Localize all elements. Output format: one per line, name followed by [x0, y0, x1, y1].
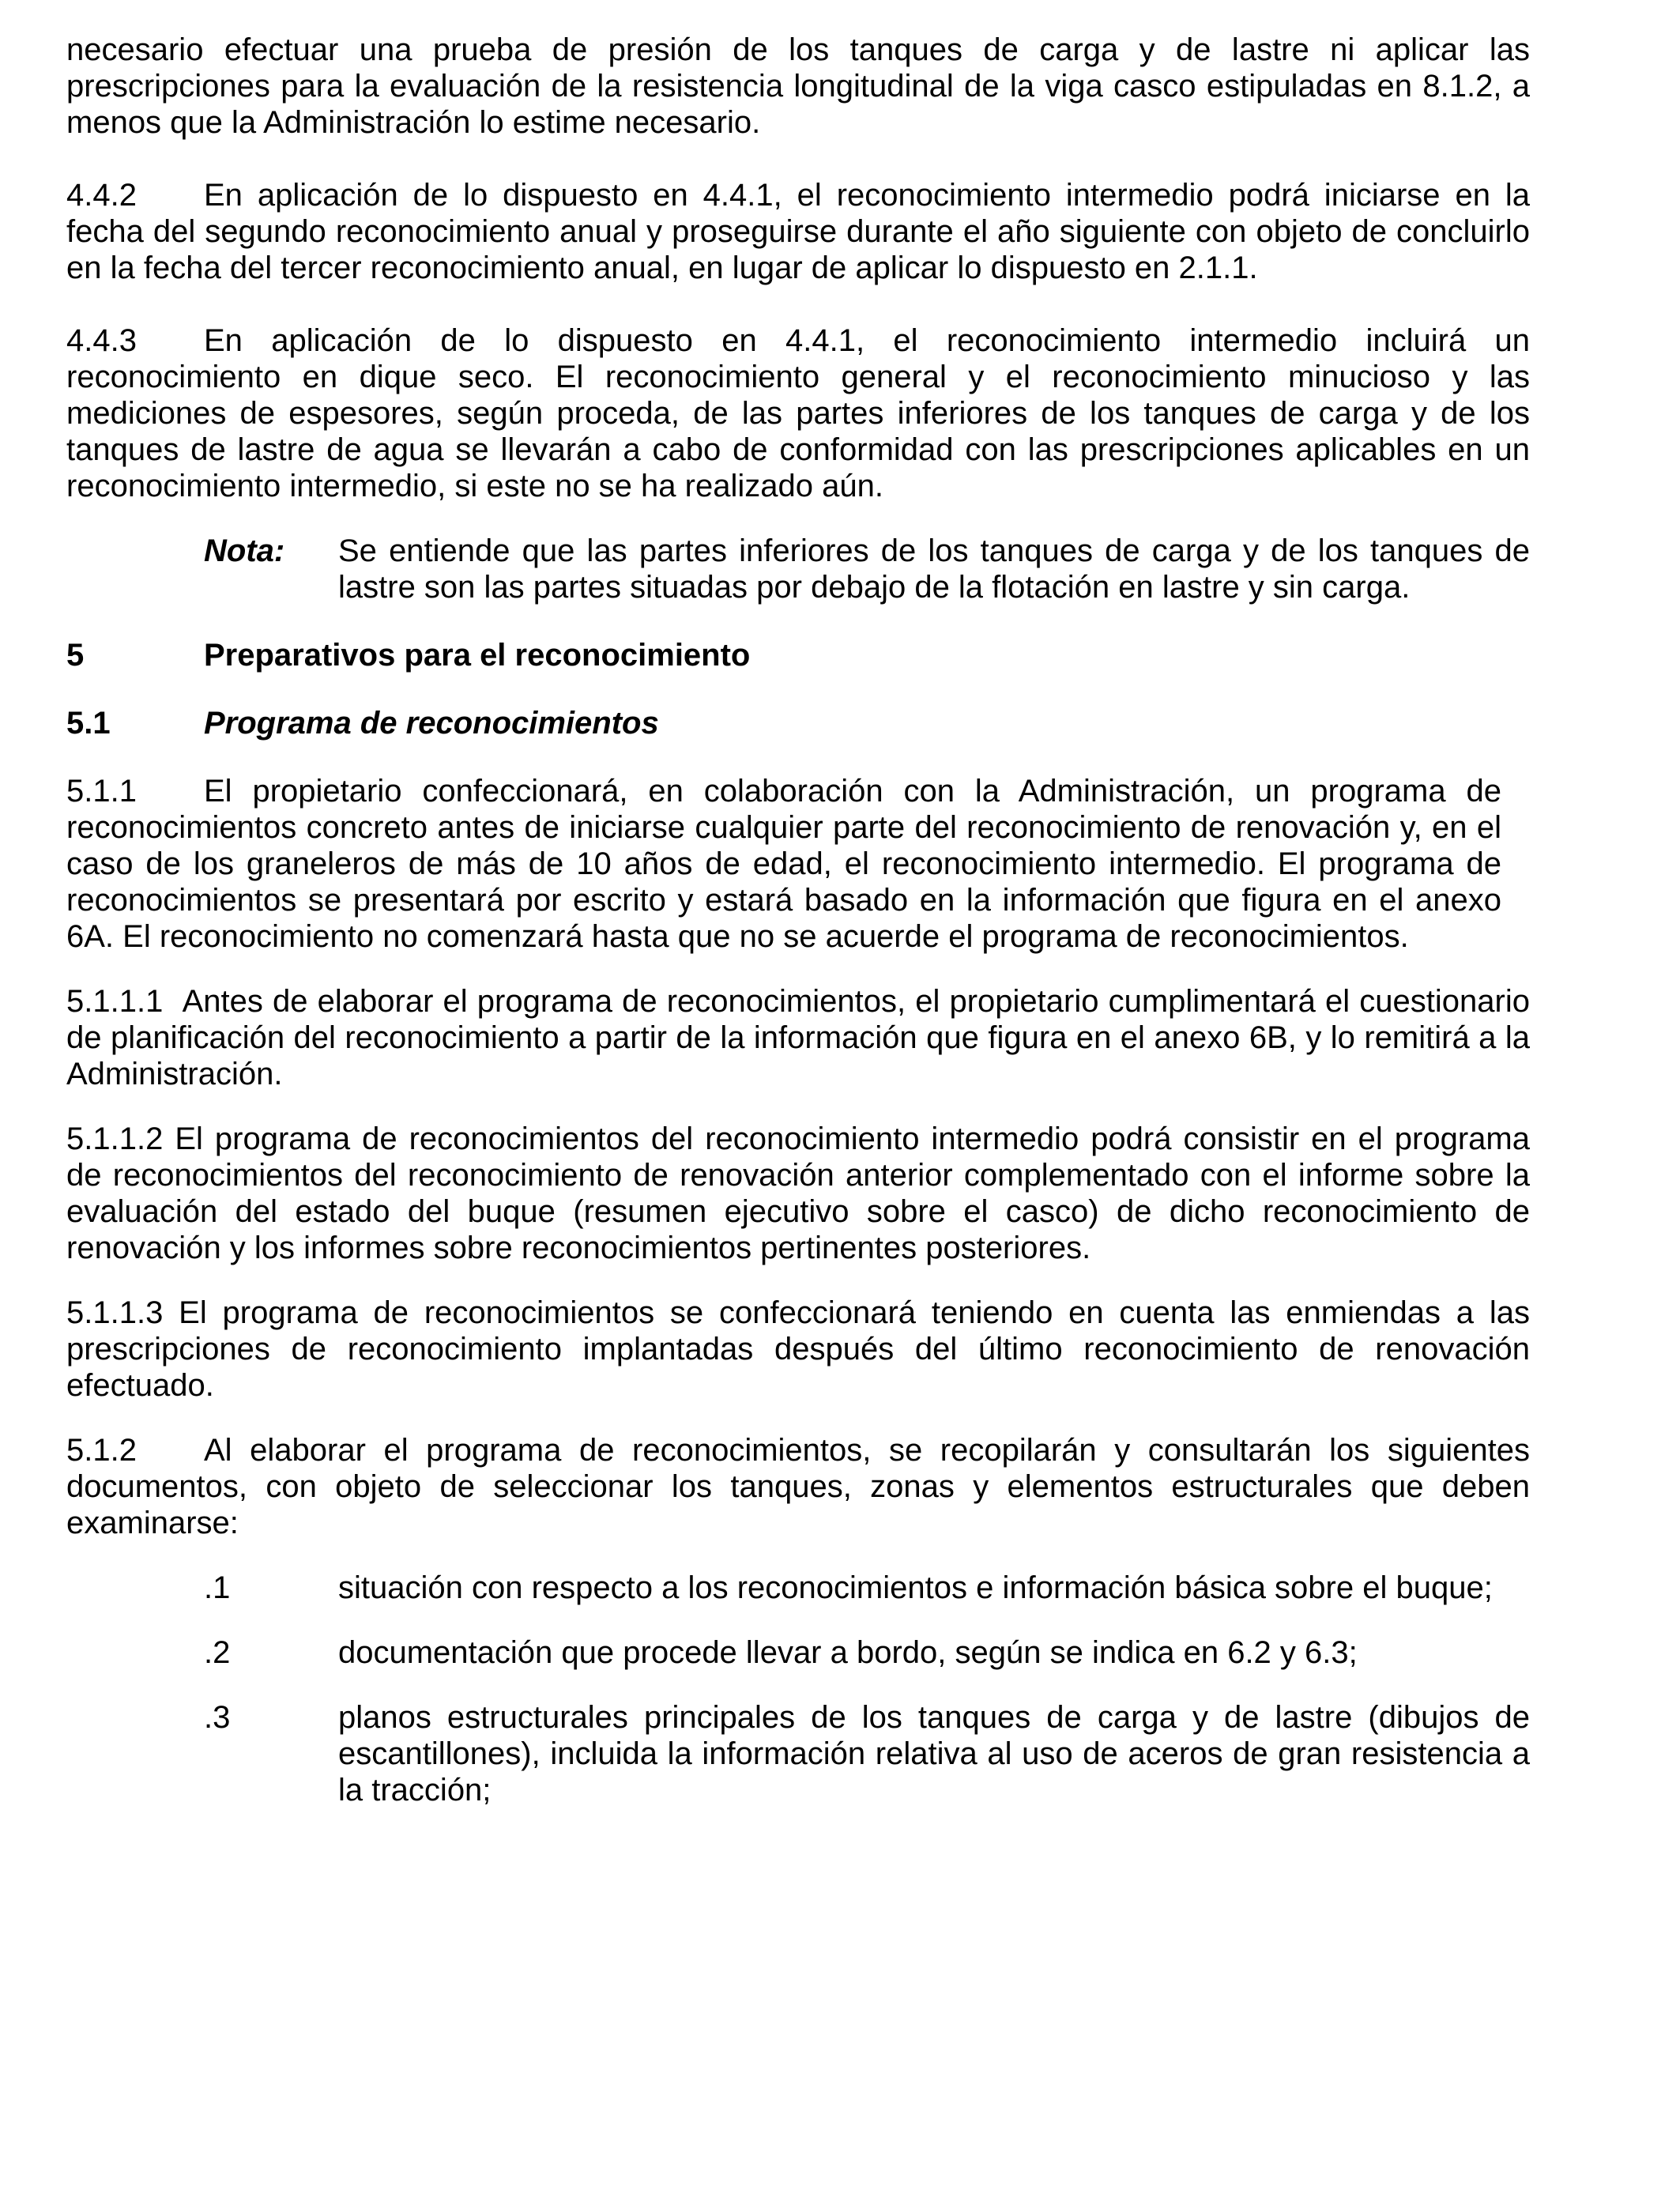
list-item: [204, 1699, 1530, 1808]
paragraph-text: necesario efectuar una prueba de presión de los tanques de carga y de lastre ni aplicar las prescripciones para la evaluación de la resistencia longitudinal de la viga casco estipuladas en 8.1.2, a menos que la Administración lo estime necesario.: [66, 32, 1530, 140]
list-item: [204, 1570, 1530, 1606]
paragraph-5-1-1-3: [66, 1295, 1530, 1404]
paragraph-number: 4.4.3: [66, 323, 137, 358]
list-item-number: .3: [204, 1700, 231, 1735]
paragraph-text: En aplicación de lo dispuesto en 4.4.1, el reconocimiento intermedio podrá iniciarse en la fecha del segundo reconocimiento anual y proseguirse durante el año siguiente con objeto de concluirlo en la fecha del tercer reconocimiento anual, en lugar de aplicar lo dispuesto en 2.1.1.: [66, 178, 1530, 285]
paragraph-5-1-2: [66, 1432, 1530, 1541]
paragraph-text: El programa de reconocimientos se confeccionará teniendo en cuenta las enmiendas a las prescripciones de reconocimiento implantadas después del último reconocimiento de renovación efectuado.: [66, 1295, 1530, 1403]
paragraph-text: En aplicación de lo dispuesto en 4.4.1, el reconocimiento intermedio incluirá un reconocimiento en dique seco. El reconocimiento general y el reconocimiento minucioso y las mediciones de espesores, según proceda, de las partes inferiores de los tanques de carga y de los tanques de lastre de agua se llevarán a cabo de conformidad con las prescripciones aplicables en un reconocimiento intermedio, si este no se ha realizado aún.: [66, 323, 1530, 503]
paragraph-text: El programa de reconocimientos del reconocimiento intermedio podrá consistir en el programa de reconocimientos del reconocimiento de renovación anterior complementado con el informe sobre la evaluación del estado del buque (resumen ejecutivo sobre el casco) de dicho reconocimiento de renovación y los informes sobre reconocimientos pertinentes posteriores.: [66, 1122, 1530, 1265]
note-text: Se entiende que las partes inferiores de los tanques de carga y de los tanques de lastre son las partes situadas por debajo de la flotación en lastre y sin carga.: [338, 533, 1530, 605]
subsection-heading-5-1: [66, 705, 1530, 741]
paragraph-number: 5.1.1.3: [66, 1295, 164, 1330]
list-item-text: documentación que procede llevar a bordo, según se indica en 6.2 y 6.3;: [338, 1635, 1358, 1670]
section-title: Preparativos para el reconocimiento: [204, 638, 751, 673]
section-number: 5: [66, 638, 85, 673]
paragraph-5-1-1: [66, 773, 1501, 955]
paragraph-4-4-3: [66, 322, 1530, 504]
paragraph-5-1-1-1: [66, 983, 1530, 1092]
list-item-number: .1: [204, 1570, 231, 1605]
section-heading-5: [66, 637, 1530, 673]
list-item: [204, 1634, 1530, 1671]
paragraph-number: 5.1.1.1: [66, 984, 164, 1019]
list-item-text: situación con respecto a los reconocimientos e información básica sobre el buque;: [338, 1570, 1493, 1605]
paragraph-text: Al elaborar el programa de reconocimientos, se recopilarán y consultarán los siguientes documentos, con objeto de seleccionar los tanques, zonas y elementos estructurales que deben examinarse:: [66, 1433, 1530, 1540]
list-item-number: .2: [204, 1635, 231, 1670]
paragraph-text: El propietario confeccionará, en colaboración con la Administración, un programa de reconocimientos concreto antes de iniciarse cualquier parte del reconocimiento de renovación y, en el caso de los graneleros de más de 10 años de edad, el reconocimiento intermedio. El programa de reconocimientos se presentará por escrito y estará basado en la información que figura en el anexo 6A. El reconocimiento no comenzará hasta que no se acuerde el programa de reconocimientos.: [66, 774, 1501, 954]
paragraph-number: 4.4.2: [66, 178, 137, 213]
subsection-title: Programa de reconocimientos: [204, 706, 659, 741]
list-item-text: planos estructurales principales de los tanques de carga y de lastre (dibujos de escantillones), incluida la información relativa al uso de aceros de gran resistencia a la tracción;: [338, 1700, 1530, 1808]
document-page: [66, 32, 1530, 1837]
subsection-number: 5.1: [66, 706, 111, 741]
paragraph-4-4-2: [66, 177, 1530, 286]
paragraph-5-1-1-2: [66, 1121, 1530, 1266]
paragraph-text: Antes de elaborar el programa de reconocimientos, el propietario cumplimentará el cuestionario de planificación del reconocimiento a partir de la información que figura en el anexo 6B, y lo remitirá a la Administración.: [66, 984, 1530, 1091]
paragraph-number: 5.1.1.2: [66, 1122, 164, 1156]
paragraph-number: 5.1.2: [66, 1433, 137, 1468]
note-label: Nota:: [204, 533, 285, 568]
paragraph-continuation: [66, 32, 1530, 141]
note-block: [204, 533, 1530, 605]
paragraph-number: 5.1.1: [66, 774, 137, 809]
